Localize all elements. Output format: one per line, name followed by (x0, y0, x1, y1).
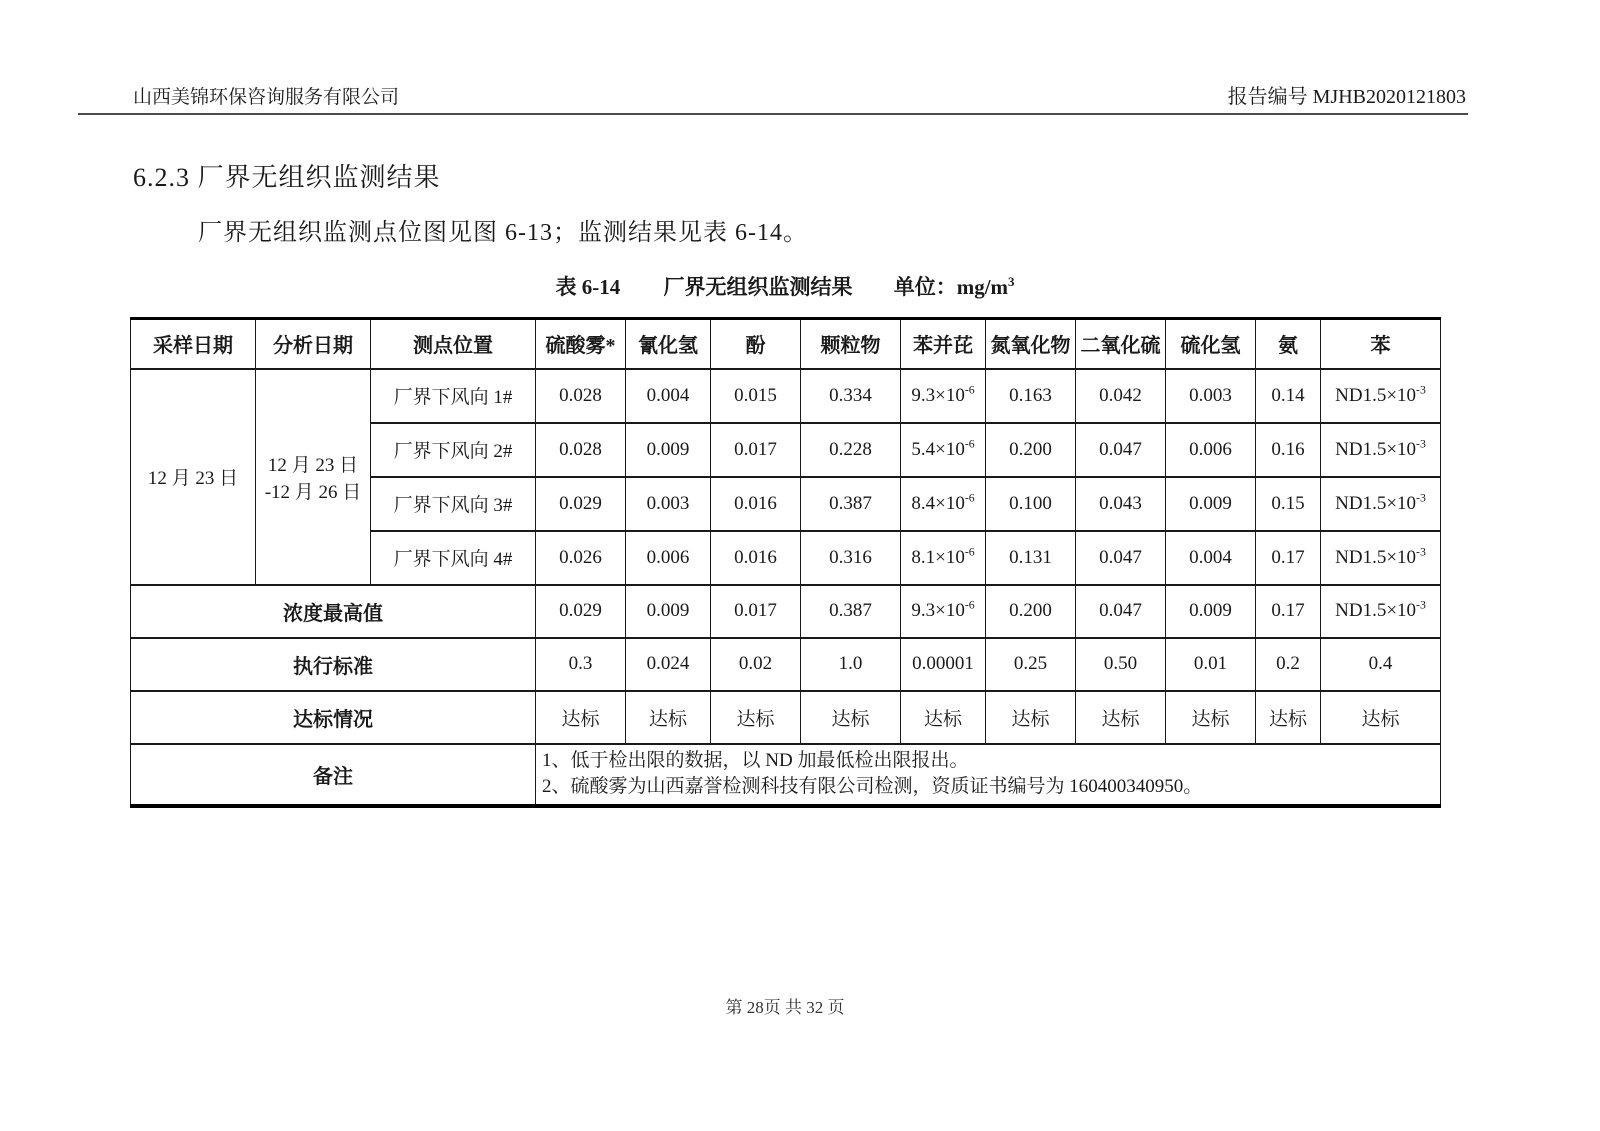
value-cell: 0.047 (1076, 531, 1166, 585)
sampling-date-cell: 12 月 23 日 (131, 369, 256, 585)
value-cell: 0.01 (1166, 638, 1256, 691)
table-caption-label: 表 6-14 (555, 275, 621, 299)
value-cell: $8.4\times 10^{-6}$ (901, 477, 986, 531)
value-cell: 0.029 (536, 477, 626, 531)
value-cell: 0.006 (626, 531, 711, 585)
value-cell: 0.003 (1166, 369, 1256, 423)
remark-content (536, 744, 1441, 806)
value-cell: 1.0 (801, 638, 901, 691)
value-cell: 达标 (986, 691, 1076, 744)
table-row (131, 369, 1441, 423)
value-cell: 0.100 (986, 477, 1076, 531)
column-header: 颗粒物 (801, 319, 901, 369)
value-cell: 达标 (536, 691, 626, 744)
value-cell: $9.3\times 10^{-6}$ (901, 369, 986, 423)
value-cell: $ND1.5\times 10^{-3}$ (1321, 531, 1441, 585)
value-cell: 达标 (1166, 691, 1256, 744)
value-cell: 0.02 (711, 638, 801, 691)
value-cell: $ND1.5\times 10^{-3}$ (1321, 477, 1441, 531)
remark-line: 1、低于检出限的数据，以 ND 加最低检出限报出。 (542, 749, 969, 771)
column-header: 氮氧化物 (986, 319, 1076, 369)
row-label: 执行标准 (131, 638, 536, 691)
column-header: 采样日期 (131, 319, 256, 369)
value-cell: 0.50 (1076, 638, 1166, 691)
value-cell: $8.1\times 10^{-6}$ (901, 531, 986, 585)
page-header (78, 0, 1468, 115)
value-cell: 0.047 (1076, 423, 1166, 477)
value-cell: 0.006 (1166, 423, 1256, 477)
column-header: 氨 (1256, 319, 1321, 369)
location-cell: 厂界下风向 3# (371, 477, 536, 531)
value-cell: 0.16 (1256, 423, 1321, 477)
value-cell: 0.228 (801, 423, 901, 477)
summary-row (131, 691, 1441, 744)
value-cell: 0.028 (536, 369, 626, 423)
value-cell: 0.009 (626, 423, 711, 477)
value-cell: 0.2 (1256, 638, 1321, 691)
column-header: 硫化氢 (1166, 319, 1256, 369)
value-cell: 0.00001 (901, 638, 986, 691)
value-cell: 0.4 (1321, 638, 1441, 691)
company-name: 山西美锦环保咨询服务有限公司 (133, 87, 400, 108)
monitoring-results-table (130, 317, 1441, 808)
value-cell: 0.029 (536, 585, 626, 638)
row-label: 达标情况 (131, 691, 536, 744)
value-cell: 0.387 (801, 477, 901, 531)
value-cell: 0.016 (711, 477, 801, 531)
column-header: 测点位置 (371, 319, 536, 369)
value-cell: 0.14 (1256, 369, 1321, 423)
value-cell: 0.3 (536, 638, 626, 691)
value-cell: 0.316 (801, 531, 901, 585)
remark-row (131, 744, 1441, 806)
value-cell: 达标 (1076, 691, 1166, 744)
summary-row (131, 638, 1441, 691)
value-cell: $ND1.5\times 10^{-3}$ (1321, 423, 1441, 477)
value-cell: 0.003 (626, 477, 711, 531)
value-cell: 0.028 (536, 423, 626, 477)
value-cell: 0.387 (801, 585, 901, 638)
location-cell: 厂界下风向 2# (371, 423, 536, 477)
value-cell: 0.015 (711, 369, 801, 423)
value-cell: 0.016 (711, 531, 801, 585)
table-caption (130, 271, 1440, 301)
summary-row (131, 585, 1441, 638)
value-cell: 达标 (801, 691, 901, 744)
value-cell: 0.163 (986, 369, 1076, 423)
column-header: 氰化氢 (626, 319, 711, 369)
value-cell: 0.17 (1256, 531, 1321, 585)
value-cell: 0.047 (1076, 585, 1166, 638)
column-header: 硫酸雾* (536, 319, 626, 369)
remark-label: 备注 (131, 744, 536, 806)
value-cell: 0.25 (986, 638, 1076, 691)
value-cell: 0.017 (711, 585, 801, 638)
value-cell: 0.026 (536, 531, 626, 585)
value-cell: 达标 (711, 691, 801, 744)
value-cell: 达标 (901, 691, 986, 744)
report-number: 报告编号 MJHB2020121803 (1227, 86, 1466, 108)
value-cell: 达标 (1321, 691, 1441, 744)
section-heading: 6.2.3 厂界无组织监测结果 (133, 163, 441, 192)
value-cell: $5.4\times 10^{-6}$ (901, 423, 986, 477)
value-cell: 0.017 (711, 423, 801, 477)
table-caption-unit: 单位：$mg/m^3$ (893, 274, 1015, 299)
value-cell: 0.009 (626, 585, 711, 638)
column-header: 二氧化硫 (1076, 319, 1166, 369)
value-cell: 0.004 (626, 369, 711, 423)
body-paragraph: 厂界无组织监测点位图见图 6-13；监测结果见表 6-14。 (198, 220, 808, 246)
value-cell: $9.3\times 10^{-6}$ (901, 585, 986, 638)
value-cell: 0.004 (1166, 531, 1256, 585)
value-cell: 0.131 (986, 531, 1076, 585)
value-cell: 0.17 (1256, 585, 1321, 638)
remark-line: 2、硫酸雾为山西嘉誉检测科技有限公司检测，资质证书编号为 160400340950。 (542, 776, 1203, 798)
value-cell: 0.024 (626, 638, 711, 691)
value-cell: $ND1.5\times 10^{-3}$ (1321, 585, 1441, 638)
value-cell: 达标 (1256, 691, 1321, 744)
page-footer: 第 28页 共 32 页 (725, 998, 845, 1017)
location-cell: 厂界下风向 4# (371, 531, 536, 585)
value-cell: 0.009 (1166, 477, 1256, 531)
value-cell: 0.200 (986, 423, 1076, 477)
table-caption-title: 厂界无组织监测结果 (663, 275, 853, 299)
column-header: 苯 (1321, 319, 1441, 369)
value-cell: 0.043 (1076, 477, 1166, 531)
column-header: 分析日期 (256, 319, 371, 369)
column-header: 酚 (711, 319, 801, 369)
value-cell: 0.334 (801, 369, 901, 423)
value-cell: 0.009 (1166, 585, 1256, 638)
row-label: 浓度最高值 (131, 585, 536, 638)
value-cell: 0.200 (986, 585, 1076, 638)
column-header: 苯并芘 (901, 319, 986, 369)
table-header-row (131, 319, 1441, 369)
value-cell: 0.042 (1076, 369, 1166, 423)
value-cell: 达标 (626, 691, 711, 744)
value-cell: $ND1.5\times 10^{-3}$ (1321, 369, 1441, 423)
value-cell: 0.15 (1256, 477, 1321, 531)
analysis-date-cell: 12 月 23 日 -12 月 26 日 (256, 369, 371, 585)
location-cell: 厂界下风向 1# (371, 369, 536, 423)
